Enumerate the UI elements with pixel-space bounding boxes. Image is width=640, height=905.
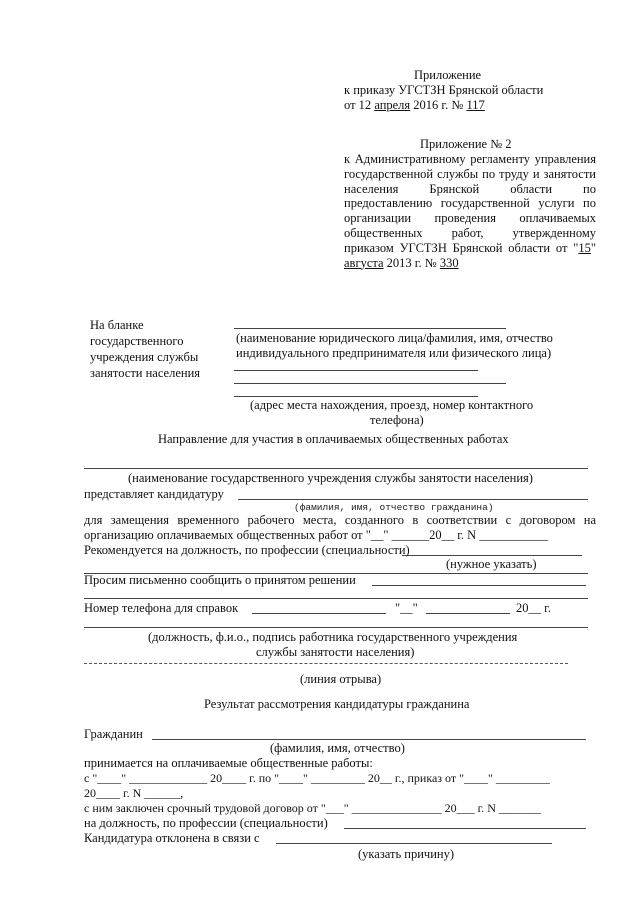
- presents-label: представляет кандидатуру: [84, 487, 224, 501]
- order-year-line: 20____ г. N ______,: [84, 786, 184, 800]
- choose-caption: (нужное указать): [446, 557, 537, 571]
- blank-note-line-2: государственного: [90, 334, 184, 348]
- reason-caption: (указать причину): [358, 847, 455, 861]
- order-date-line: [344, 98, 485, 113]
- appendix2-body: к Административному регламенту управления государственной службы по труду и занятости населения Брянской области по предоставлению государственной услуги по организации проведения оплачиваемых общественных работ, утвержденному приказом УГСТЗН Брянской области от: [344, 152, 596, 255]
- position-label: на должность, по профессии (специальности): [84, 816, 328, 830]
- institution-caption: (наименование государственного учреждения службы занятости населения): [128, 471, 533, 485]
- reg-month: августа: [344, 255, 384, 270]
- reg-day-open: ": [573, 240, 579, 255]
- phone-date-open: "__": [395, 601, 418, 615]
- contract-line: с ним заключен срочный трудовой договор от "___" _______________ 20___ г. N _______: [84, 801, 541, 815]
- recommended-label: Рекомендуется на должность, по профессии (специальности): [84, 543, 410, 557]
- address-line-1: [234, 370, 478, 371]
- phone-label: Номер телефона для справок: [84, 601, 239, 615]
- address-caption-line-1: (адрес места нахождения, проезд, номер контактного: [250, 398, 534, 412]
- position-line: [344, 828, 586, 829]
- request-line-2: [84, 598, 588, 599]
- reg-number-prefix: №: [424, 255, 437, 270]
- org-caption-line-2: индивидуального предпринимателя или физического лица): [236, 346, 552, 360]
- org-name-line: [234, 328, 506, 329]
- citizen-caption: (фамилия, имя, отчество гражданина): [294, 502, 494, 513]
- blank-note-line-1: На бланке: [90, 318, 144, 332]
- result-citizen-caption: (фамилия, имя, отчество): [270, 741, 405, 755]
- order-date-prefix: от 12: [344, 98, 372, 112]
- tear-line: [84, 663, 568, 664]
- address-line-3: [234, 396, 478, 397]
- vacancy-text: для замещения временного рабочего места, созданного в соответствии с договором на организацию оплачиваемых общественных работ от "__" ______20__ г. N ___________: [84, 513, 596, 542]
- signature-caption-line-1: (должность, ф.и.о., подпись работника государственного учреждения: [148, 630, 518, 644]
- result-title: Результат рассмотрения кандидатуры гражданина: [204, 697, 470, 711]
- signature-line: [84, 627, 588, 628]
- institution-line: [84, 468, 588, 469]
- org-caption-line-1: (наименование юридического лица/фамилия, имя, отчество: [236, 331, 553, 345]
- accepted-text: принимается на оплачиваемые общественные работы:: [84, 756, 373, 770]
- reg-year: 2013 г.: [386, 255, 422, 270]
- citizen-label: Гражданин: [84, 727, 143, 741]
- reason-line: [276, 843, 552, 844]
- blank-note-line-4: занятости населения: [90, 366, 201, 380]
- request-label: Просим письменно сообщить о принятом решении: [84, 573, 356, 587]
- appendix2-title: Приложение № 2: [420, 137, 512, 151]
- request-line: [372, 585, 586, 586]
- rejected-label: Кандидатура отклонена в связи с: [84, 831, 260, 845]
- reg-number: 330: [439, 255, 459, 270]
- address-caption-line-2: телефона): [370, 413, 424, 427]
- order-date-month: апреля: [374, 98, 411, 112]
- tear-line-caption: (линия отрыва): [300, 672, 382, 686]
- direction-title: Направление для участия в оплачиваемых общественных работах: [158, 432, 509, 446]
- from-to-line: с "____" _____________ 20____ г. по "____" _________ 20__ г., приказ от "____" _________: [84, 771, 550, 785]
- address-line-2: [234, 383, 506, 384]
- phone-line: [252, 613, 386, 614]
- blank-note-line-3: учреждения службы: [90, 350, 199, 364]
- recommended-line: [402, 555, 582, 556]
- order-date-year: 2016 г. №: [413, 98, 464, 112]
- phone-date-line: [426, 613, 510, 614]
- reg-day: 15: [578, 240, 591, 255]
- phone-date-year: 20__ г.: [516, 601, 551, 615]
- appendix2-text: [344, 152, 596, 270]
- reg-day-close: ": [590, 240, 596, 255]
- appendix-title: Приложение: [414, 68, 482, 82]
- signature-caption-line-2: службы занятости населения): [256, 645, 415, 659]
- order-number: 117: [466, 98, 485, 112]
- order-reference: к приказу УГСТЗН Брянской области: [344, 83, 544, 97]
- result-citizen-line: [152, 739, 586, 740]
